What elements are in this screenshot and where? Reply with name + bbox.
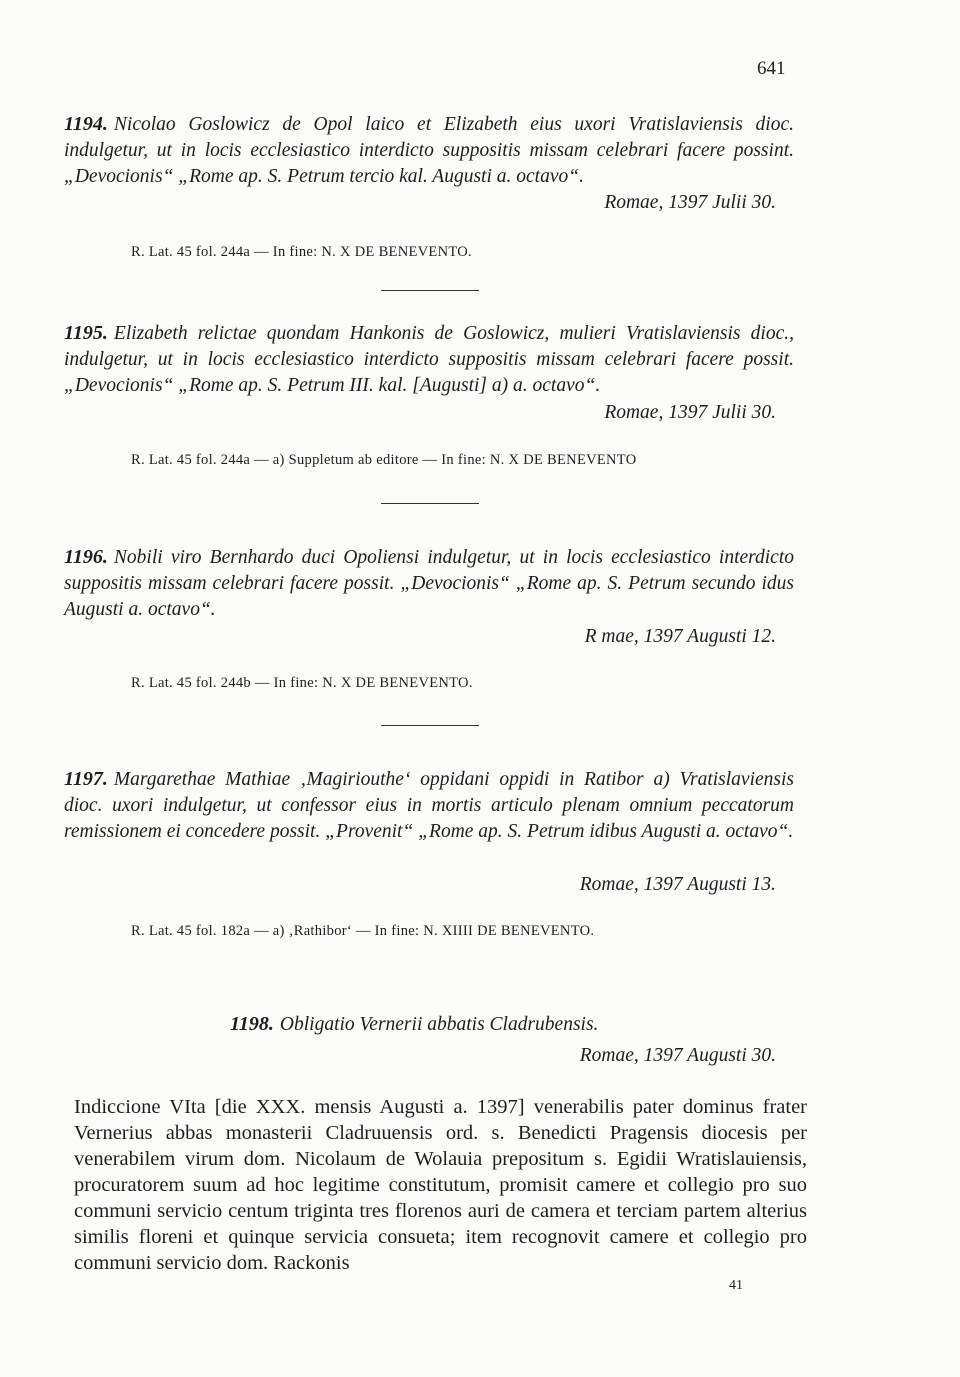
entry-number: 1196.: [64, 546, 108, 568]
entry-1195-source-note: R. Lat. 45 fol. 244a — a) Suppletum ab editore — In fine: N. X DE BENEVENTO: [131, 452, 637, 468]
separator-line: [381, 290, 479, 291]
entry-number: 1197.: [64, 768, 108, 790]
entry-1194-source-note: R. Lat. 45 fol. 244a — In fine: N. X DE BENEVENTO.: [131, 244, 472, 260]
entry-1196-source-note: R. Lat. 45 fol. 244b — In fine: N. X DE BENEVENTO.: [131, 675, 473, 691]
entry-1198-date: Romae, 1397 Augusti 30.: [579, 1045, 776, 1066]
entry-number: 1195.: [64, 322, 108, 344]
entry-number: 1198.: [230, 1013, 274, 1035]
entry-1197-date: Romae, 1397 Augusti 13.: [579, 874, 776, 895]
entry-1195-text: [64, 320, 794, 399]
entry-1194-text: [64, 111, 794, 190]
entry-body: Nicolao Goslowicz de Opol laico et Elizabeth eius uxori Vratislaviensis dioc. indulgetur, ut in locis ecclesiastico interdicto suppositis missam celebrari facere possint. „Devocionis“ „Rome ap. S. Petrum tercio kal. Augusti a. octavo“.: [64, 114, 794, 187]
entry-number: 1194.: [64, 113, 108, 135]
entry-1197-source-note: R. Lat. 45 fol. 182a — a) ‚Rathibor‘ — In fine: N. XIIII DE BENEVENTO.: [131, 923, 595, 939]
entry-body: Nobili viro Bernhardo duci Opoliensi indulgetur, ut in locis ecclesiastico interdicto suppositis missam celebrari facere possit. „Devocionis“ „Rome ap. S. Petrum secundo idus Augusti a. octavo“.: [64, 547, 794, 620]
entry-1194-date: Romae, 1397 Julii 30.: [604, 192, 776, 213]
entry-1196-date: R mae, 1397 Augusti 12.: [584, 626, 776, 647]
page-number: 641: [757, 58, 786, 79]
entry-body: Elizabeth relictae quondam Hankonis de Goslowicz, mulieri Vratislaviensis dioc., indulgetur, ut in locis ecclesiastico interdicto suppositis missam celebrari facere possit. „Devocionis“ „Rome ap. S. Petrum III. kal. [Augusti] a) a. octavo“.: [64, 323, 794, 396]
entry-1196-text: [64, 544, 794, 623]
entry-1198-title: [230, 1013, 598, 1036]
entry-body: Margarethae Mathiae ‚Magiriouthe‘ oppidani oppidi in Ratibor a) Vratislaviensis dioc. uxori indulgetur, ut confessor eius in mortis articulo plenam omnium peccatorum remissionem ei concedere possit. „Provenit“ „Rome ap. S. Petrum idibus Augusti a. octavo“.: [64, 769, 794, 842]
entry-1198-body: Indiccione VIta [die XXX. mensis Augusti a. 1397] venerabilis pater dominus frater Vernerius abbas monasterii Cladruuensis ord. s. Benedicti Pragensis diocesis per venerabilem virum dom. Nicolaum de Wolauia prepositum s. Egidii Wratislauiensis, procuratorem suum ad hoc legitime constitutum, promisit camere et collegio pro suo communi servicio centum triginta tres florenos auri de camera et terciam partem alterius similis floreni et quinque servicia consueta; item recognovit camere et collegio pro communi servicio dom. Rackonis: [74, 1096, 807, 1274]
entry-1195-date: Romae, 1397 Julii 30.: [604, 402, 776, 423]
separator-line: [381, 503, 479, 504]
separator-line: [381, 725, 479, 726]
signature-mark: 41: [729, 1278, 743, 1293]
entry-1197-text: [64, 766, 794, 845]
entry-title-text: Obligatio Vernerii abbatis Cladrubensis.: [279, 1014, 599, 1035]
